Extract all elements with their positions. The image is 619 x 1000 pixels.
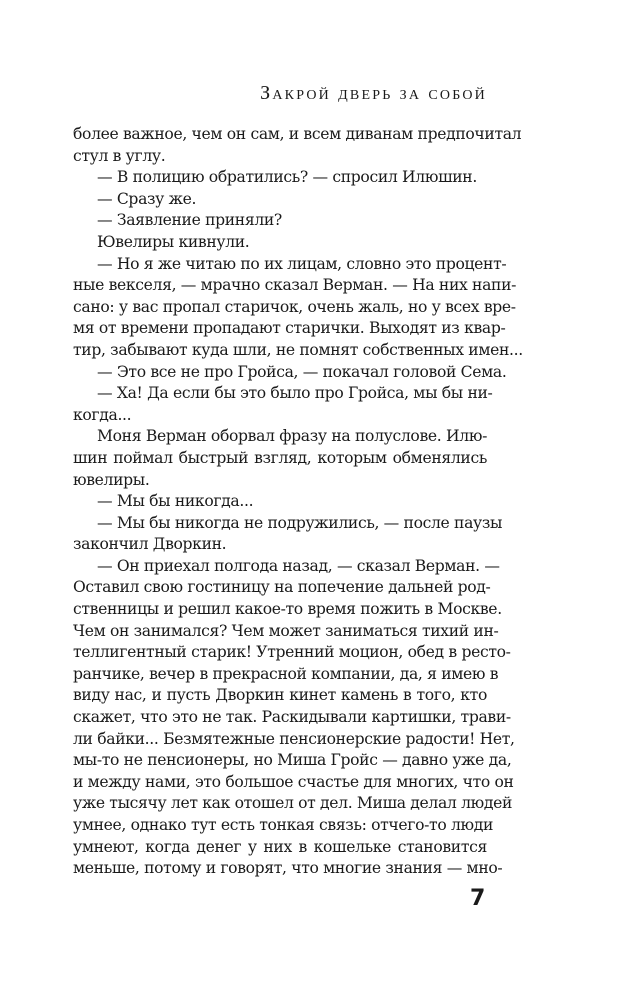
text-line: и между нами, это большое счастье для многих, что он xyxy=(73,772,514,791)
text-line: тир, забывают куда шли, не помнят собственных имен... xyxy=(73,340,523,359)
text-line: — Заявление приняли? xyxy=(97,211,282,230)
text-line: Моня Верман оборвал фразу на полуслове. Илю- xyxy=(97,427,487,446)
text-line: меньше, потому и говорят, что многие знания — мно- xyxy=(73,859,503,878)
text-line: сано: у вас пропал старичок, очень жаль, но у всех вре- xyxy=(73,297,516,316)
text-line: мя от времени пропадают старички. Выходят из квар- xyxy=(73,319,506,338)
page-number: 7 xyxy=(470,886,486,911)
text-line: виду нас, и пусть Дворкин кинет камень в того, кто xyxy=(73,686,487,705)
text-line: скажет, что это не так. Раскидывали картишки, трави- xyxy=(73,708,511,727)
text-line: умнее, однако тут есть тонкая связь: отчего-то люди xyxy=(73,816,494,834)
text-line: теллигентный старик! Утренний моцион, обед в ресто- xyxy=(73,643,511,662)
text-line: ювелиры. xyxy=(73,470,150,489)
text-line: мы-то не пенсионеры, но Миша Гройс — давно уже да, xyxy=(73,751,512,770)
running-head: Закрой дверь за собой xyxy=(260,82,487,104)
text-line: Чем он занимался? Чем может заниматься тихий ин- xyxy=(73,621,499,640)
text-line: более важное, чем он сам, и всем диванам предпочитал xyxy=(73,125,522,143)
text-line: — Но я же читаю по их лицам, словно это процент- xyxy=(97,254,507,273)
text-line: шин поймал быстрый взгляд, которым обменялись xyxy=(73,448,487,467)
text-line: уже тысячу лет как отошел от дел. Миша делал людей xyxy=(73,794,513,813)
text-line: — Это все не про Гройса, — покачал головой Сема. xyxy=(97,362,507,381)
text-line: ственницы и решил какое-то время пожить в Москве. xyxy=(73,600,502,619)
text-line: — Ха! Да если бы это было про Гройса, мы бы ни- xyxy=(97,384,493,403)
text-line: ли байки... Безмятежные пенсионерские радости! Нет, xyxy=(73,729,515,748)
text-line: — В полицию обратились? — спросил Илюшин. xyxy=(97,168,477,187)
text-line: когда... xyxy=(73,405,132,424)
body-text xyxy=(73,124,523,880)
text-line: закончил Дворкин. xyxy=(73,535,227,554)
text-line: умнеют, когда денег у них в кошельке становится xyxy=(73,837,487,856)
text-line: — Мы бы никогда... xyxy=(97,492,254,511)
text-line: ранчике, вечер в прекрасной компании, да, я имею в xyxy=(73,664,499,683)
text-line: — Сразу же. xyxy=(97,189,197,208)
text-line: Ювелиры кивнули. xyxy=(97,232,250,251)
text-line: стул в углу. xyxy=(73,146,166,165)
text-line: — Он приехал полгода назад, — сказал Верман. — xyxy=(97,556,500,575)
text-line: ные векселя, — мрачно сказал Верман. — На них напи- xyxy=(73,276,517,295)
text-line: Оставил свою гостиницу на попечение дальней род- xyxy=(73,578,491,597)
text-line: — Мы бы никогда не подружились, — после паузы xyxy=(97,513,503,532)
